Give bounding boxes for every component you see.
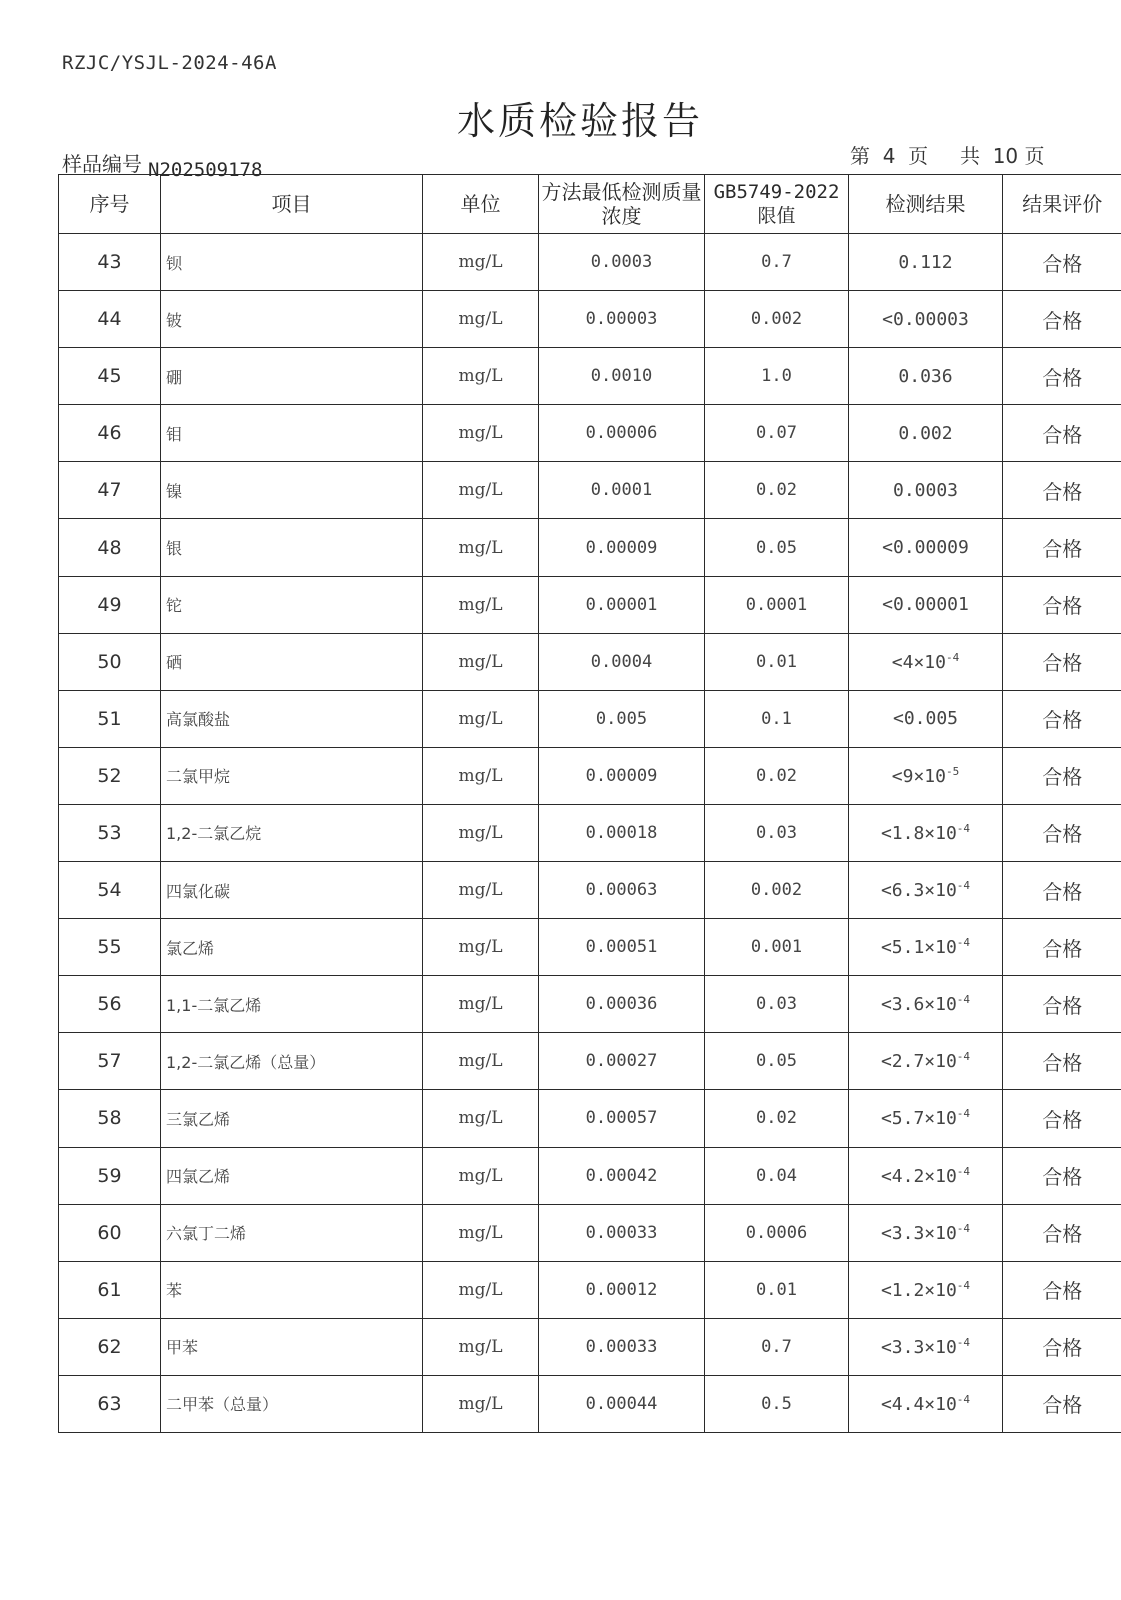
row-result-exponent: -4 [956, 1392, 971, 1406]
row-unit: mg/L [423, 348, 539, 405]
row-evaluation: 合格 [1003, 976, 1121, 1033]
table-row [59, 348, 1121, 405]
row-evaluation: 合格 [1003, 862, 1121, 919]
row-unit: mg/L [423, 405, 539, 462]
table-row [59, 291, 1121, 348]
table-row [59, 919, 1121, 976]
row-result-value: <6.3×10 [880, 880, 957, 902]
row-result [849, 1204, 1003, 1261]
row-result-value: <4.2×10 [880, 1165, 957, 1187]
row-result [849, 576, 1003, 633]
table-row [59, 1033, 1121, 1090]
row-result-exponent: -5 [945, 764, 960, 778]
row-detection-limit: 0.00057 [539, 1090, 705, 1147]
row-result-exponent: -4 [956, 1221, 971, 1235]
sample-number-label: 样品编号 [62, 152, 142, 176]
column-header-item: 项目 [161, 175, 423, 234]
row-result [849, 1090, 1003, 1147]
page-indicator [850, 140, 1045, 169]
row-detection-limit: 0.00033 [539, 1204, 705, 1261]
row-seq: 46 [59, 405, 161, 462]
row-standard-limit: 0.001 [705, 919, 849, 976]
row-unit: mg/L [423, 291, 539, 348]
table-row [59, 234, 1121, 291]
row-standard-limit: 0.5 [705, 1375, 849, 1432]
row-evaluation: 合格 [1003, 804, 1121, 861]
row-seq: 60 [59, 1204, 161, 1261]
column-header-seq: 序号 [59, 175, 161, 234]
row-result [849, 976, 1003, 1033]
table-row [59, 462, 1121, 519]
row-result [849, 462, 1003, 519]
table-row [59, 405, 1121, 462]
row-standard-limit: 0.07 [705, 405, 849, 462]
table-row [59, 519, 1121, 576]
row-result-value: 0.112 [898, 251, 953, 273]
row-item: 1,2-二氯乙烷 [161, 804, 423, 861]
row-detection-limit: 0.00051 [539, 919, 705, 976]
row-standard-limit: 0.05 [705, 1033, 849, 1090]
row-result-exponent: -4 [956, 879, 971, 893]
row-standard-limit: 0.02 [705, 462, 849, 519]
row-detection-limit: 0.00012 [539, 1261, 705, 1318]
row-result-value: <3.6×10 [880, 994, 957, 1016]
page-total-prefix: 共 [959, 144, 980, 168]
row-unit: mg/L [423, 462, 539, 519]
row-result-exponent: -4 [956, 1050, 971, 1064]
row-result-exponent: -4 [956, 821, 971, 835]
row-result-exponent: -4 [956, 1164, 971, 1178]
row-detection-limit: 0.0001 [539, 462, 705, 519]
row-detection-limit: 0.0004 [539, 633, 705, 690]
row-seq: 57 [59, 1033, 161, 1090]
page-current: 4 [882, 144, 896, 168]
table-row [59, 633, 1121, 690]
row-result-value: <2.7×10 [880, 1051, 957, 1073]
row-detection-limit: 0.005 [539, 690, 705, 747]
row-item: 二氯甲烷 [161, 747, 423, 804]
row-seq: 54 [59, 862, 161, 919]
row-detection-limit: 0.00006 [539, 405, 705, 462]
table-row [59, 976, 1121, 1033]
row-standard-limit: 0.03 [705, 804, 849, 861]
row-result-exponent: -4 [956, 936, 971, 950]
table-row [59, 804, 1121, 861]
row-unit: mg/L [423, 1318, 539, 1375]
row-detection-limit: 0.00036 [539, 976, 705, 1033]
row-item: 苯 [161, 1261, 423, 1318]
row-seq: 62 [59, 1318, 161, 1375]
row-unit: mg/L [423, 1147, 539, 1204]
row-seq: 45 [59, 348, 161, 405]
row-item: 钼 [161, 405, 423, 462]
row-result-value: <5.7×10 [880, 1108, 957, 1130]
row-item: 三氯乙烯 [161, 1090, 423, 1147]
row-standard-limit: 0.0001 [705, 576, 849, 633]
row-unit: mg/L [423, 804, 539, 861]
row-item: 四氯乙烯 [161, 1147, 423, 1204]
row-result-value: 0.036 [898, 365, 953, 387]
row-result [849, 1318, 1003, 1375]
row-detection-limit: 0.00009 [539, 519, 705, 576]
water-quality-table [58, 174, 1121, 1433]
row-evaluation: 合格 [1003, 1375, 1121, 1432]
row-seq: 61 [59, 1261, 161, 1318]
row-seq: 43 [59, 234, 161, 291]
row-item: 四氯化碳 [161, 862, 423, 919]
row-result-value: <0.00003 [882, 308, 969, 330]
page-total-unit: 页 [1024, 144, 1045, 168]
row-standard-limit: 0.03 [705, 976, 849, 1033]
row-item: 1,2-二氯乙烯（总量） [161, 1033, 423, 1090]
row-evaluation: 合格 [1003, 519, 1121, 576]
row-item: 二甲苯（总量） [161, 1375, 423, 1432]
row-seq: 50 [59, 633, 161, 690]
row-standard-limit: 0.002 [705, 862, 849, 919]
row-result-value: 0.002 [898, 422, 953, 444]
table-row [59, 1090, 1121, 1147]
row-result [849, 1033, 1003, 1090]
row-evaluation: 合格 [1003, 1147, 1121, 1204]
table-row [59, 1204, 1121, 1261]
row-item: 铍 [161, 291, 423, 348]
row-item: 铊 [161, 576, 423, 633]
row-detection-limit: 0.00044 [539, 1375, 705, 1432]
row-item: 银 [161, 519, 423, 576]
row-detection-limit: 0.00001 [539, 576, 705, 633]
row-evaluation: 合格 [1003, 405, 1121, 462]
row-standard-limit: 0.7 [705, 234, 849, 291]
row-unit: mg/L [423, 234, 539, 291]
row-result-exponent: -4 [956, 1278, 971, 1292]
column-header-detection-limit: 方法最低检测质量浓度 [539, 175, 705, 234]
table-row [59, 1318, 1121, 1375]
row-unit: mg/L [423, 919, 539, 976]
row-item: 钡 [161, 234, 423, 291]
table-row [59, 576, 1121, 633]
row-detection-limit: 0.00018 [539, 804, 705, 861]
row-result-value: <1.8×10 [880, 822, 957, 844]
table-row [59, 1375, 1121, 1432]
row-result-value: <5.1×10 [880, 937, 957, 959]
row-evaluation: 合格 [1003, 1261, 1121, 1318]
row-standard-limit: 0.7 [705, 1318, 849, 1375]
table-row [59, 862, 1121, 919]
row-unit: mg/L [423, 1204, 539, 1261]
sample-number-line [62, 148, 263, 181]
report-title: 水质检验报告 [456, 99, 703, 143]
row-result [849, 804, 1003, 861]
row-evaluation: 合格 [1003, 633, 1121, 690]
row-item: 硒 [161, 633, 423, 690]
row-evaluation: 合格 [1003, 747, 1121, 804]
row-result-value: <3.3×10 [880, 1222, 957, 1244]
row-seq: 58 [59, 1090, 161, 1147]
row-evaluation: 合格 [1003, 348, 1121, 405]
row-result [849, 633, 1003, 690]
row-result [849, 690, 1003, 747]
row-item: 甲苯 [161, 1318, 423, 1375]
row-result [849, 291, 1003, 348]
row-evaluation: 合格 [1003, 919, 1121, 976]
row-result [849, 1261, 1003, 1318]
row-seq: 47 [59, 462, 161, 519]
row-standard-limit: 0.0006 [705, 1204, 849, 1261]
row-result-value: <4×10 [891, 651, 946, 673]
page-unit: 页 [908, 144, 929, 168]
table-row [59, 747, 1121, 804]
row-seq: 44 [59, 291, 161, 348]
row-result [849, 862, 1003, 919]
row-evaluation: 合格 [1003, 576, 1121, 633]
row-detection-limit: 0.00009 [539, 747, 705, 804]
row-result [849, 348, 1003, 405]
row-standard-limit: 0.02 [705, 747, 849, 804]
row-item: 1,1-二氯乙烯 [161, 976, 423, 1033]
row-seq: 59 [59, 1147, 161, 1204]
row-detection-limit: 0.0010 [539, 348, 705, 405]
row-item: 高氯酸盐 [161, 690, 423, 747]
row-evaluation: 合格 [1003, 234, 1121, 291]
row-unit: mg/L [423, 1033, 539, 1090]
row-unit: mg/L [423, 1261, 539, 1318]
row-item: 六氯丁二烯 [161, 1204, 423, 1261]
row-item: 氯乙烯 [161, 919, 423, 976]
row-result-value: <4.4×10 [880, 1393, 957, 1415]
row-evaluation: 合格 [1003, 462, 1121, 519]
row-evaluation: 合格 [1003, 1204, 1121, 1261]
row-standard-limit: 0.04 [705, 1147, 849, 1204]
row-result-value: <0.00001 [882, 594, 969, 616]
document-code: RZJC/YSJL-2024-46A [62, 52, 277, 74]
row-seq: 55 [59, 919, 161, 976]
column-header-standard-limit: GB5749-2022 限值 [705, 175, 849, 234]
row-result-exponent: -4 [956, 993, 971, 1007]
sample-number-value: N202509178 [148, 159, 263, 181]
row-standard-limit: 0.02 [705, 1090, 849, 1147]
row-result-value: 0.0003 [892, 479, 959, 501]
row-detection-limit: 0.00027 [539, 1033, 705, 1090]
row-standard-limit: 0.1 [705, 690, 849, 747]
row-standard-limit: 0.002 [705, 291, 849, 348]
row-result [849, 747, 1003, 804]
row-unit: mg/L [423, 519, 539, 576]
row-evaluation: 合格 [1003, 1090, 1121, 1147]
row-result-value: <1.2×10 [880, 1279, 957, 1301]
row-evaluation: 合格 [1003, 291, 1121, 348]
row-result [849, 519, 1003, 576]
column-header-evaluation: 结果评价 [1003, 175, 1121, 234]
row-result-exponent: -4 [956, 1335, 971, 1349]
row-result-value: <9×10 [891, 765, 946, 787]
row-standard-limit: 0.01 [705, 633, 849, 690]
row-detection-limit: 0.00033 [539, 1318, 705, 1375]
row-result [849, 405, 1003, 462]
row-result [849, 234, 1003, 291]
row-evaluation: 合格 [1003, 1318, 1121, 1375]
row-item: 硼 [161, 348, 423, 405]
row-unit: mg/L [423, 862, 539, 919]
row-seq: 56 [59, 976, 161, 1033]
row-unit: mg/L [423, 690, 539, 747]
row-seq: 48 [59, 519, 161, 576]
page-total: 10 [992, 144, 1019, 168]
row-unit: mg/L [423, 976, 539, 1033]
row-standard-limit: 1.0 [705, 348, 849, 405]
row-result [849, 1147, 1003, 1204]
row-result-exponent: -4 [956, 1107, 971, 1121]
table-header-row [59, 175, 1121, 234]
row-unit: mg/L [423, 747, 539, 804]
row-unit: mg/L [423, 1375, 539, 1432]
row-seq: 49 [59, 576, 161, 633]
row-detection-limit: 0.00063 [539, 862, 705, 919]
row-item: 镍 [161, 462, 423, 519]
row-evaluation: 合格 [1003, 1033, 1121, 1090]
row-result-value: <3.3×10 [880, 1336, 957, 1358]
table-row [59, 690, 1121, 747]
row-seq: 51 [59, 690, 161, 747]
row-unit: mg/L [423, 1090, 539, 1147]
row-result-exponent: -4 [945, 650, 960, 664]
row-result [849, 1375, 1003, 1432]
row-unit: mg/L [423, 576, 539, 633]
row-unit: mg/L [423, 633, 539, 690]
row-standard-limit: 0.05 [705, 519, 849, 576]
page-prefix: 第 [850, 144, 870, 168]
row-detection-limit: 0.0003 [539, 234, 705, 291]
row-result [849, 919, 1003, 976]
row-seq: 53 [59, 804, 161, 861]
column-header-unit: 单位 [423, 175, 539, 234]
row-result-value: <0.00009 [882, 537, 969, 559]
row-result-value: <0.005 [892, 708, 959, 730]
row-seq: 63 [59, 1375, 161, 1432]
column-header-result: 检测结果 [849, 175, 1003, 234]
row-evaluation: 合格 [1003, 690, 1121, 747]
row-seq: 52 [59, 747, 161, 804]
table-row [59, 1147, 1121, 1204]
row-standard-limit: 0.01 [705, 1261, 849, 1318]
row-detection-limit: 0.00003 [539, 291, 705, 348]
table-row [59, 1261, 1121, 1318]
row-detection-limit: 0.00042 [539, 1147, 705, 1204]
